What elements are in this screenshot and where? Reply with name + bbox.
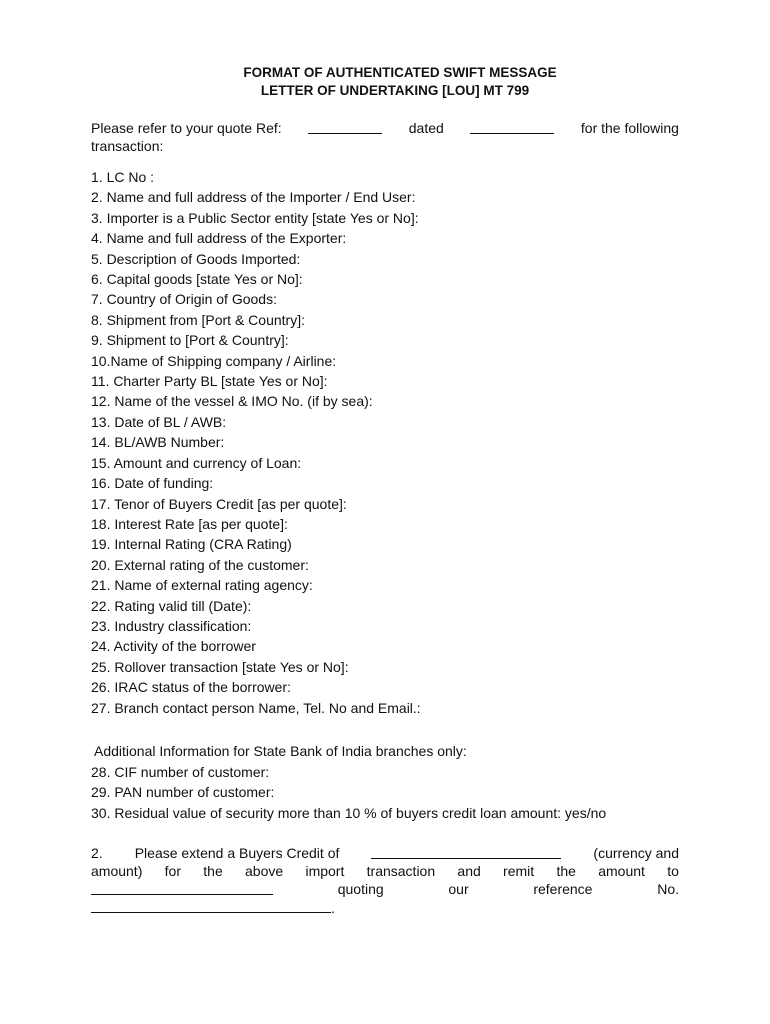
list-item: 23. Industry classification:	[91, 617, 252, 634]
list-item: 25. Rollover transaction [state Yes or No]:	[91, 658, 349, 675]
para2-text-extend: Please extend a Buyers Credit of	[134, 845, 340, 861]
list-item: 13. Date of BL / AWB:	[91, 413, 227, 430]
list-item: 16. Date of funding:	[91, 475, 214, 492]
para2-end: .	[331, 900, 335, 916]
transaction-details-list	[91, 167, 421, 718]
para2-word: the	[203, 863, 223, 879]
list-item: 7. Country of Origin of Goods:	[91, 291, 277, 308]
document-title: FORMAT OF AUTHENTICATED SWIFT MESSAGE	[243, 65, 557, 80]
para2-text-currency: (currency and	[593, 845, 679, 861]
intro-text-following: for the following	[580, 120, 679, 136]
para2-word: our	[448, 881, 469, 897]
para2-line3	[91, 880, 679, 898]
para2-word: import	[305, 863, 345, 879]
intro-text-transaction: transaction:	[91, 138, 164, 154]
list-item: 8. Shipment from [Port & Country]:	[91, 311, 305, 328]
para2-number: 2.	[91, 845, 103, 861]
quote-date-blank	[470, 119, 554, 134]
list-item: 10.Name of Shipping company / Airline:	[91, 352, 337, 369]
para2-word: remit	[503, 863, 535, 879]
list-item: 24. Activity of the borrower	[91, 638, 256, 655]
request-paragraph	[91, 844, 679, 917]
list-item: 4. Name and full address of the Exporter:	[91, 230, 347, 247]
para2-word: amount)	[91, 863, 143, 879]
intro-paragraph	[91, 119, 679, 155]
list-item: 20. External rating of the customer:	[91, 556, 309, 573]
para2-word: the	[556, 863, 576, 879]
para2-word: transaction	[366, 863, 436, 879]
para2-word: for	[164, 863, 181, 879]
document-subtitle: LETTER OF UNDERTAKING [LOU] MT 799	[260, 83, 530, 98]
list-item: 27. Branch contact person Name, Tel. No and Email.:	[91, 699, 421, 716]
list-item: 3. Importer is a Public Sector entity [state Yes or No]:	[91, 209, 419, 226]
intro-text-ref: Please refer to your quote Ref:	[91, 120, 282, 136]
reference-number-blank	[91, 898, 331, 913]
list-item: 12. Name of the vessel & IMO No. (if by sea):	[91, 393, 373, 410]
list-item: 11. Charter Party BL [state Yes or No]:	[91, 373, 328, 390]
intro-text-dated: dated	[408, 120, 444, 136]
para2-word: above	[245, 863, 284, 879]
list-item: 22. Rating valid till (Date):	[91, 597, 252, 614]
additional-info-list	[91, 741, 606, 823]
list-item: 9. Shipment to [Port & Country]:	[91, 332, 289, 349]
list-item: 14. BL/AWB Number:	[91, 434, 225, 451]
para2-word: to	[667, 863, 679, 879]
list-item: 5. Description of Goods Imported:	[91, 250, 301, 267]
list-item: 1. LC No :	[91, 169, 155, 185]
additional-info-heading: Additional Information for State Bank of India branches only:	[94, 743, 467, 759]
para2-line2	[91, 862, 679, 880]
para2-line4	[91, 898, 679, 917]
list-item: 29. PAN number of customer:	[91, 784, 275, 800]
para2-word: amount	[598, 863, 645, 879]
credit-amount-blank	[371, 844, 561, 859]
list-item: 2. Name and full address of the Importer / End User:	[91, 189, 416, 206]
para2-word: No.	[657, 881, 679, 897]
para2-word: and	[457, 863, 481, 879]
list-item: 28. CIF number of customer:	[91, 763, 270, 780]
para2-word: reference	[533, 881, 593, 897]
list-item: 19. Internal Rating (CRA Rating)	[91, 536, 292, 553]
account-blank	[91, 880, 273, 895]
quote-ref-blank	[308, 119, 382, 134]
list-item: 6. Capital goods [state Yes or No]:	[91, 271, 303, 288]
list-item: 17. Tenor of Buyers Credit [as per quote]:	[91, 495, 347, 512]
list-item: 30. Residual value of security more than 10 % of buyers credit loan amount: yes/no	[91, 804, 607, 821]
list-item: 21. Name of external rating agency:	[91, 577, 313, 594]
list-item: 26. IRAC status of the borrower:	[91, 679, 291, 696]
para2-word: quoting	[337, 881, 384, 897]
list-item: 15. Amount and currency of Loan:	[91, 454, 302, 471]
list-item: 18. Interest Rate [as per quote]:	[91, 515, 288, 532]
